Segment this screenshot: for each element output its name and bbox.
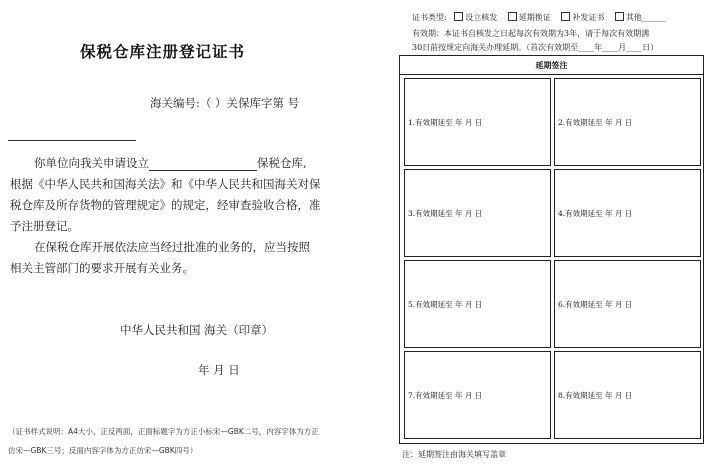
extension-endorsement-table bbox=[399, 55, 704, 444]
checkbox-icon[interactable] bbox=[615, 12, 624, 21]
paragraph-1-line-2: 根据《中华人民共和国海关法》和《中华人民共和国海关对保 bbox=[10, 177, 321, 191]
endorsement-cell-6: 6.有效期延至 年 月 日 bbox=[554, 260, 701, 348]
endorsement-cell-3: 3.有效期延至 年 月 日 bbox=[404, 169, 551, 257]
endorsement-cell-8: 8.有效期延至 年 月 日 bbox=[554, 351, 701, 439]
cert-type-label: 证书类型: bbox=[412, 13, 447, 22]
certificate-title: 保税仓库注册登记证书 bbox=[80, 42, 246, 61]
checkbox-icon[interactable] bbox=[561, 12, 570, 21]
validity-line-2: 30日前按规定向海关办理延期。（首次有效期至____年____月____日） bbox=[412, 43, 659, 52]
endorsement-cell-1: 1.有效期延至 年 月 日 bbox=[404, 78, 551, 166]
cert-type-new[interactable]: 设立核发 bbox=[454, 13, 497, 22]
issue-date: 年 月 日 bbox=[198, 363, 240, 377]
para1-text-b: 保税仓库, bbox=[257, 156, 307, 170]
cert-type-other[interactable]: 其他______ bbox=[615, 13, 666, 22]
endorsement-cell-4: 4.有效期延至 年 月 日 bbox=[554, 169, 701, 257]
para1-text-a: 你单位向我关申请设立 bbox=[34, 156, 149, 170]
endorsement-cell-5: 5.有效期延至 年 月 日 bbox=[404, 260, 551, 348]
endorsement-cell-2: 2.有效期延至 年 月 日 bbox=[554, 78, 701, 166]
paragraph-1-line-3: 税仓库及所存货物的管理规定》的规定，经审查验收合格，准 bbox=[10, 198, 321, 212]
endorsement-note: 注：延期签注由海关填写盖章 bbox=[402, 450, 506, 459]
checkbox-icon[interactable] bbox=[508, 12, 517, 21]
cert-type-renewal[interactable]: 延期换证 bbox=[508, 13, 551, 22]
table-header: 延期签注 bbox=[400, 56, 703, 75]
paragraph-2-line-1: 在保税仓库开展依法应当经过批准的业务的，应当按照 bbox=[34, 240, 310, 254]
paragraph-1-line-1 bbox=[34, 155, 307, 171]
certificate-type-row bbox=[412, 12, 666, 23]
holder-name-line bbox=[8, 128, 136, 141]
checkbox-icon[interactable] bbox=[454, 12, 463, 21]
cert-type-reissue[interactable]: 补发证书 bbox=[561, 13, 604, 22]
format-note-line-2: 仿宋—GBK三号；反面内容字体为方正仿宋—GBK四号） bbox=[8, 446, 198, 455]
validity-line-1: 有效期：本证书自核发之日起每次有效期为3年，请于每次有效期满 bbox=[412, 29, 650, 38]
issuing-customs-seal: 中华人民共和国 海关（印章） bbox=[120, 323, 274, 337]
format-note-line-1: （证书样式说明：A4大小，正反两面，正面标题字为方正小标宋—GBK二号，内容字体为方正 bbox=[8, 427, 319, 436]
customs-number: 海关编号:（ ）关保库字第 号 bbox=[150, 96, 300, 110]
paragraph-1-line-4: 予注册登记。 bbox=[10, 219, 79, 233]
endorsement-cell-7: 7.有效期延至 年 月 日 bbox=[404, 351, 551, 439]
paragraph-2-line-2: 相关主管部门的要求开展有关业务。 bbox=[10, 261, 194, 275]
warehouse-name-line bbox=[149, 158, 257, 171]
